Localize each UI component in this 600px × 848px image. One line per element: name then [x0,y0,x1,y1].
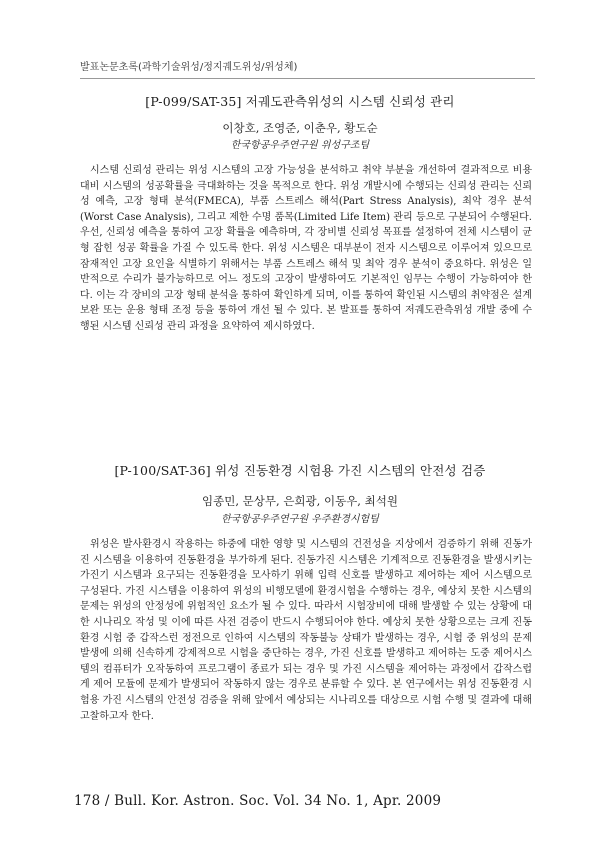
abstract-2-title: [P-100/SAT-36] 위성 진동환경 시험용 가진 시스템의 안전성 검증 [114,463,486,478]
abstract-1-title: [P-099/SAT-35] 저궤도관측위성의 시스템 신뢰성 관리 [145,94,455,109]
header-divider [80,78,535,79]
abstract-1-authors: 이창호, 조영준, 이춘우, 황도순 [222,121,378,135]
page-footer: 178 / Bull. Kor. Astron. Soc. Vol. 34 No. 1, Apr. 2009 [74,793,442,809]
abstract-1-body: 시스템 신뢰성 관리는 위성 시스템의 고장 가능성을 분석하고 취약 부분을 개선하여 결과적으로 비용대비 시스템의 성공확률을 극대화하는 것을 목적으로 한다. 위성 개발시에 수행되는 신뢰성 관리는 신뢰성 예측, 고장 형태 분석(FMECA), 부품 스트레스 해석(Part Stress Analysis), 최악 경우 분석(Worst Case Analysis), 그리고 제한 수명 품목(Limited Life Item) 관리 등으로 구분되어 수행된다. 우선, 신뢰성 예측을 통하여 고장 확률을 예측하며, 각 장비별 신뢰성 목표를 설정하여 전체 시스템이 균형 잡힌 성공 확률을 가질 수 있도록 한다. 위성 시스템은 대부분이 전자 시스템으로 이루어져 있으므로 잠재적인 고장 요인을 식별하기 위해서는 부품 스트레스 해석 및 최악 경우 분석이 중요하다. 위성은 일반적으로 수리가 불가능하므로 어느 정도의 고장이 발생하여도 기본적인 임무는 수행이 가능하여야 한다. 이는 각 장비의 고장 형태 분석을 통하여 확인하게 되며, 이를 통하여 확인된 시스템의 취약점은 설계 보완 또는 운용 형태 조정 등을 통하여 개선 될 수 있다. 본 발표를 통하여 저궤도관측위성 개발 중에 수행된 시스템 신뢰성 관리 과정을 요약하여 제시하였다. [80,165,532,332]
abstract-2-authors: 임종민, 문상무, 은희광, 이동우, 최석원 [202,494,398,508]
abstract-1-affiliation: 한국항공우주연구원 위성구조팀 [230,140,370,151]
abstract-2-affiliation: 한국항공우주연구원 우주환경시험팀 [221,514,379,525]
running-header: 발표논문초록(과학기술위성/정지궤도위성/위성체) [80,62,298,73]
abstract-2-body: 위성은 발사환경시 작용하는 하중에 대한 영향 및 시스템의 건전성을 지상에서 검증하기 위해 진동가진 시스템을 이용하여 진동환경을 부가하게 된다. 진동가진 시스템은 기계적으로 진동환경을 발생시키는 가진기 시스템과 요구되는 진동환경을 모사하기 위해 입력 신호를 발생하고 제어하는 제어 시스템으로 구성된다. 가진 시스템을 이용하여 위성의 비행모델에 환경시험을 수행하는 경우, 예상치 못한 시스템의 문제는 위성의 안정성에 위험적인 요소가 될 수 있다. 따라서 시험장비에 대해 발생할 수 있는 상황에 대한 시나리오 작성 및 이에 따른 사전 검증이 반드시 수행되어야 한다. 예상치 못한 상황으로는 크게 진동환경 시험 중 갑작스런 정전으로 인하여 시스템의 작동불능 상태가 발생하는 경우, 시험 중 위성의 문제 발생에 의해 신속하게 강제적으로 시험을 중단하는 경우, 가진 신호를 발생하고 제어하는 도중 제어시스템의 컴퓨터가 오작동하여 프로그램이 종료가 되는 경우 및 가진 시스템을 제어하는 과정에서 갑작스럽게 제어 모듈에 문제가 발생되어 작동하지 않는 경우로 분류할 수 있다. 본 연구에서는 위성 진동환경 시험용 가진 시스템의 안전성 검증을 위해 앞에서 예상되는 시나리오를 대상으로 시험 수행 및 결과에 대해 고찰하고자 한다. [80,539,532,722]
